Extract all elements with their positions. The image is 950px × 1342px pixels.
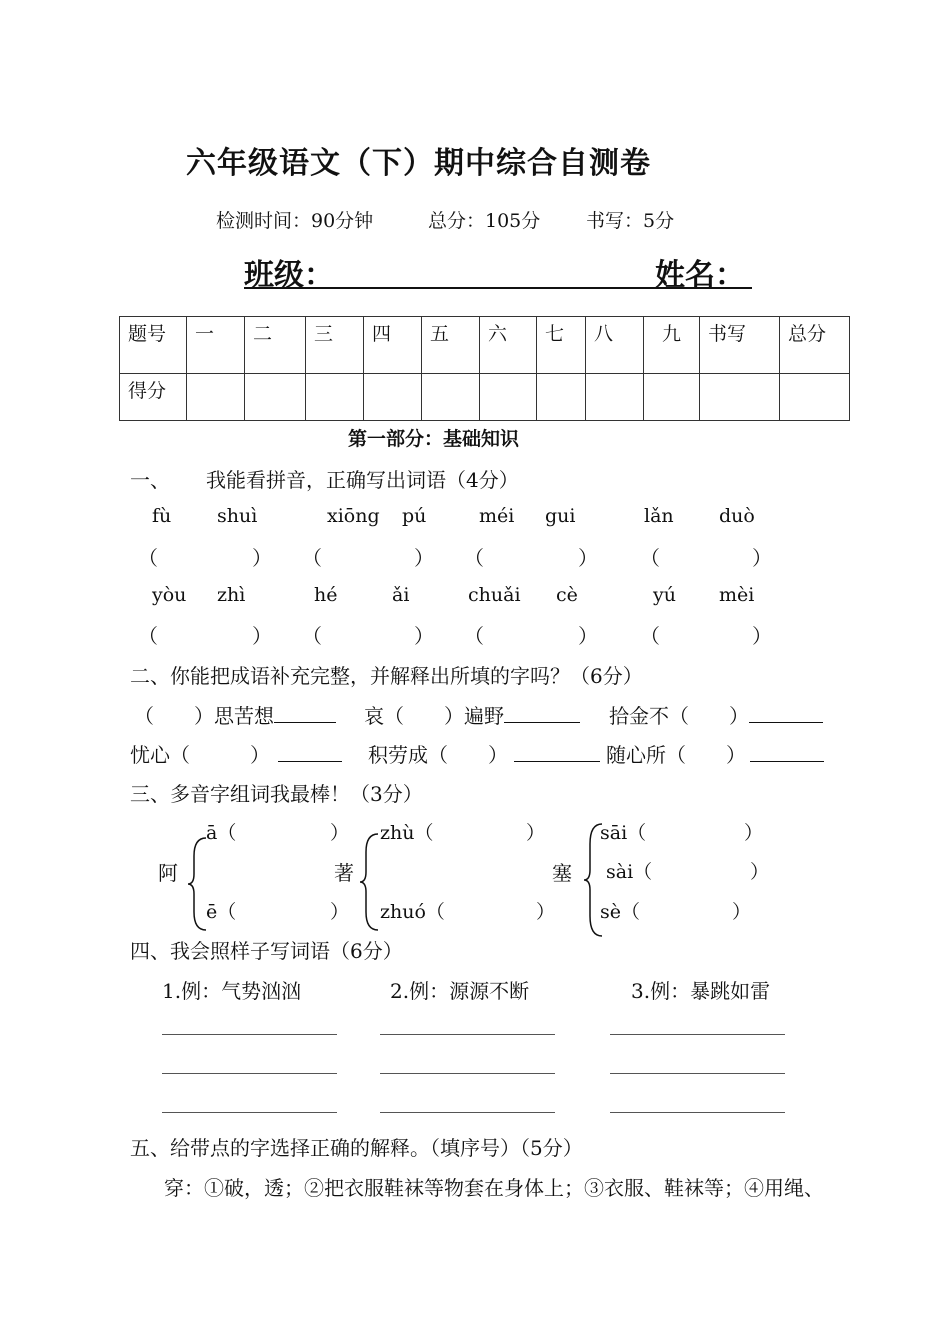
answer-line[interactable]	[380, 1034, 555, 1035]
score-header-cell: 五	[422, 317, 480, 374]
score-cell[interactable]	[187, 374, 245, 421]
score-header-cell: 题号	[120, 317, 187, 374]
answer-paren-open: （	[464, 624, 484, 648]
brace-icon	[186, 836, 208, 932]
answer-line[interactable]	[610, 1034, 785, 1035]
q3-title: 三、多音字组词我最棒！（3分）	[130, 782, 423, 806]
part-heading: 第一部分：基础知识	[348, 428, 520, 450]
q4-title: 四、我会照样子写词语（6分）	[130, 939, 403, 963]
answer-blank[interactable]	[274, 702, 336, 723]
name-label: 姓名：	[655, 258, 745, 293]
answer-line[interactable]	[610, 1073, 785, 1074]
answer-paren-open: （	[464, 546, 484, 570]
answer-blank[interactable]	[514, 741, 600, 762]
exam-time: 检测时间：90分钟	[216, 210, 374, 232]
answer-paren-close: ）	[252, 546, 272, 570]
example-item: 3.例：暴跳如雷	[631, 979, 771, 1003]
answer-paren-close: ）	[526, 822, 546, 844]
score-header-cell: 一	[187, 317, 245, 374]
score-header-cell: 书写	[700, 317, 780, 374]
score-cell[interactable]	[537, 374, 586, 421]
pinyin: chuǎi	[468, 584, 521, 606]
q5-title: 五、给带点的字选择正确的解释。（填序号）（5分）	[130, 1136, 583, 1160]
polyphone-char: 著	[334, 861, 354, 885]
answer-line[interactable]	[162, 1073, 337, 1074]
idiom-item: 哀（ ）遍野	[364, 700, 580, 729]
answer-line[interactable]	[380, 1073, 555, 1074]
brace-icon	[358, 832, 380, 932]
score-header-cell: 六	[480, 317, 537, 374]
answer-paren-close: ）	[414, 546, 434, 570]
score-cell[interactable]	[700, 374, 780, 421]
answer-blank[interactable]	[749, 702, 823, 723]
polyphone-reading: sè（	[600, 901, 640, 923]
score-cell[interactable]	[306, 374, 364, 421]
score-cell[interactable]	[245, 374, 306, 421]
polyphone-reading: zhù（	[380, 822, 434, 844]
score-cell[interactable]	[422, 374, 480, 421]
score-table	[119, 316, 850, 421]
polyphone-reading: zhuó（	[380, 901, 445, 923]
pinyin: ǎi	[392, 584, 410, 606]
answer-paren-close: ）	[752, 624, 772, 648]
answer-paren-open: （	[138, 624, 158, 648]
exam-total: 总分：105分	[428, 210, 541, 232]
answer-paren-close: ）	[536, 901, 556, 923]
answer-blank[interactable]	[750, 741, 824, 762]
idiom-item: 拾金不（ ）	[609, 700, 823, 729]
answer-paren-close: ）	[578, 624, 598, 648]
polyphone-reading: sāi（	[600, 822, 647, 844]
answer-paren-open: （	[138, 546, 158, 570]
pinyin: shuì	[217, 505, 258, 527]
q5-definitions: 穿：①破，透；②把衣服鞋袜等物套在身体上；③衣服、鞋袜等；④用绳、	[164, 1176, 824, 1200]
answer-line[interactable]	[610, 1112, 785, 1113]
example-item: 2.例：源源不断	[390, 979, 530, 1003]
answer-paren-close: ）	[252, 624, 272, 648]
answer-line[interactable]	[162, 1112, 337, 1113]
answer-paren-open: （	[640, 624, 660, 648]
polyphone-char: 塞	[552, 861, 572, 885]
exam-writing: 书写：5分	[586, 210, 675, 232]
idiom-item: 忧心（ ）	[130, 739, 342, 768]
answer-paren-open: （	[640, 546, 660, 570]
pinyin: duò	[719, 505, 755, 527]
q2-title: 二、你能把成语补充完整，并解释出所填的字吗？（6分）	[130, 664, 643, 688]
answer-paren-open: （	[302, 624, 322, 648]
score-cell[interactable]	[480, 374, 537, 421]
idiom-item: （ ）思苦想	[134, 700, 336, 729]
pinyin: lǎn	[644, 505, 674, 527]
answer-paren-close: ）	[578, 546, 598, 570]
polyphone-char: 阿	[158, 861, 178, 885]
answer-paren-close: ）	[330, 901, 350, 923]
pinyin: zhì	[217, 584, 246, 606]
pinyin: méi	[479, 505, 515, 527]
idiom-item: 随心所（ ）	[606, 739, 824, 768]
q1-number: 一、	[130, 468, 170, 492]
pinyin: mèi	[719, 584, 755, 606]
answer-blank[interactable]	[278, 741, 342, 762]
answer-paren-close: ）	[752, 546, 772, 570]
pinyin: xiōng	[327, 505, 380, 527]
polyphone-reading: ā（	[206, 822, 237, 844]
pinyin: pú	[402, 505, 427, 527]
score-header-cell: 总分	[780, 317, 850, 374]
pinyin: fù	[152, 505, 172, 527]
score-header-cell: 九	[644, 317, 700, 374]
score-cell[interactable]	[364, 374, 422, 421]
answer-blank[interactable]	[504, 702, 580, 723]
polyphone-reading: ē（	[206, 901, 237, 923]
answer-line[interactable]	[380, 1112, 555, 1113]
answer-paren-close: ）	[750, 861, 770, 883]
score-cell[interactable]	[780, 374, 850, 421]
answer-paren-close: ）	[732, 901, 752, 923]
score-cell[interactable]	[644, 374, 700, 421]
class-label: 班级：	[244, 258, 334, 293]
q1-title: 我能看拼音，正确写出词语（4分）	[206, 468, 519, 492]
answer-paren-close: ）	[744, 822, 764, 844]
pinyin: gui	[545, 505, 576, 527]
score-header-cell: 七	[537, 317, 586, 374]
page-title: 六年级语文（下）期中综合自测卷	[186, 146, 651, 181]
example-item: 1.例：气势汹汹	[162, 979, 302, 1003]
pinyin: cè	[556, 584, 578, 606]
score-header-cell: 三	[306, 317, 364, 374]
answer-line[interactable]	[162, 1034, 337, 1035]
pinyin: hé	[314, 584, 338, 606]
pinyin: yòu	[152, 584, 187, 606]
idiom-item: 积劳成（ ）	[368, 739, 600, 768]
pinyin: yú	[653, 584, 676, 606]
score-cell[interactable]	[586, 374, 644, 421]
answer-paren-open: （	[302, 546, 322, 570]
score-header-cell: 八	[586, 317, 644, 374]
answer-paren-close: ）	[414, 624, 434, 648]
answer-paren-close: ）	[330, 822, 350, 844]
score-row-label: 得分	[120, 374, 187, 421]
score-header-cell: 四	[364, 317, 422, 374]
score-header-cell: 二	[245, 317, 306, 374]
polyphone-reading: sài（	[606, 861, 653, 883]
